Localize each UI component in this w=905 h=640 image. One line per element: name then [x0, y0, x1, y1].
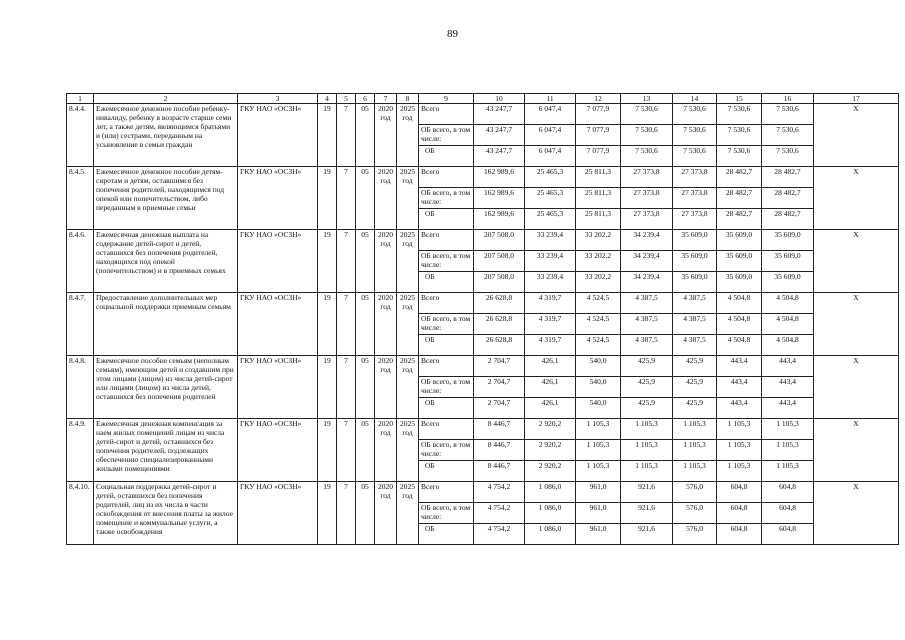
amount-cell: 961,0	[576, 503, 621, 524]
amount-cell: 4 504,8	[762, 293, 814, 314]
column-number: 10	[474, 94, 525, 104]
code-cell: 7	[337, 167, 356, 230]
item-number: 8.4.5.	[67, 167, 94, 230]
amount-cell: 25 465,3	[525, 209, 576, 230]
amount-cell: 425,9	[673, 377, 717, 398]
funding-source-label: Всего	[419, 104, 474, 125]
table-row	[67, 230, 899, 251]
amount-cell: 425,9	[621, 398, 673, 419]
item-name: Социальная поддержка детей-сирот и детей, оставшихся без попечения родителей, лиц из их числа в части освобождения от внесения платы за жилое помещение и коммунальные услуги, а также освобождения	[94, 482, 238, 545]
amount-cell: 35 609,0	[717, 272, 762, 293]
amount-cell: 4 504,8	[762, 314, 814, 335]
code-cell: 7	[337, 356, 356, 419]
column-number: 4	[318, 94, 337, 104]
column-number: 11	[525, 94, 576, 104]
amount-cell: 34 239,4	[621, 272, 673, 293]
code-cell: 7	[337, 482, 356, 545]
funding-source-label: ОБ	[419, 335, 474, 356]
amount-cell: 1 105,3	[576, 461, 621, 482]
funding-source-label: ОБ	[419, 146, 474, 167]
column-17-cell: X	[814, 356, 899, 419]
funding-source-label: ОБ	[419, 272, 474, 293]
amount-cell: 443,4	[717, 398, 762, 419]
amount-cell: 162 989,6	[474, 167, 525, 188]
amount-cell: 1 105,3	[717, 461, 762, 482]
amount-cell: 7 530,6	[717, 104, 762, 125]
amount-cell: 4 754,2	[474, 482, 525, 503]
amount-cell: 426,1	[525, 398, 576, 419]
amount-cell: 7 530,6	[673, 104, 717, 125]
column-17-cell: X	[814, 104, 899, 167]
table-row	[67, 419, 899, 440]
item-number: 8.4.9.	[67, 419, 94, 482]
amount-cell: 7 530,6	[717, 146, 762, 167]
amount-cell: 7 077,9	[576, 104, 621, 125]
amount-cell: 604,8	[762, 524, 814, 545]
funding-source-label: ОБ всего, в том числе:	[419, 440, 474, 461]
amount-cell: 7 077,9	[576, 125, 621, 146]
amount-cell: 8 446,7	[474, 419, 525, 440]
amount-cell: 28 482,7	[717, 167, 762, 188]
amount-cell: 1 105,3	[673, 461, 717, 482]
code-cell: 19	[318, 230, 337, 293]
amount-cell: 961,0	[576, 524, 621, 545]
amount-cell: 6 047,4	[525, 104, 576, 125]
amount-cell: 33 239,4	[525, 272, 576, 293]
item-name: Предоставление дополнительных мер социальной поддержки приемным семьям	[94, 293, 238, 356]
item-name: Ежемесячное пособие семьям (неполным семьям), имеющим детей и создавшим при этом лицами (лицом) из числа детей-сирот или лицами (лицом) из числа детей, оставшихся без попечения родителей	[94, 356, 238, 419]
amount-cell: 7 530,6	[762, 146, 814, 167]
amount-cell: 7 530,6	[673, 125, 717, 146]
amount-cell: 576,0	[673, 503, 717, 524]
amount-cell: 43 247,7	[474, 125, 525, 146]
amount-cell: 443,4	[762, 398, 814, 419]
amount-cell: 35 609,0	[762, 230, 814, 251]
code-cell: 05	[356, 230, 375, 293]
amount-cell: 576,0	[673, 482, 717, 503]
amount-cell: 425,9	[621, 377, 673, 398]
amount-cell: 35 609,0	[673, 230, 717, 251]
column-number: 16	[762, 94, 814, 104]
start-year: 2020 год	[375, 230, 397, 293]
amount-cell: 162 989,6	[474, 209, 525, 230]
amount-cell: 4 319,7	[525, 314, 576, 335]
amount-cell: 27 373,8	[673, 209, 717, 230]
amount-cell: 4 754,2	[474, 503, 525, 524]
amount-cell: 443,4	[717, 377, 762, 398]
column-number: 1	[67, 94, 94, 104]
executor: ГКУ НАО «ОСЗН»	[238, 482, 318, 545]
amount-cell: 604,8	[717, 482, 762, 503]
amount-cell: 576,0	[673, 524, 717, 545]
amount-cell: 8 446,7	[474, 440, 525, 461]
amount-cell: 4 524,5	[576, 293, 621, 314]
amount-cell: 35 609,0	[673, 272, 717, 293]
funding-source-label: ОБ всего, в том числе:	[419, 251, 474, 272]
amount-cell: 1 105,3	[621, 440, 673, 461]
amount-cell: 7 530,6	[621, 125, 673, 146]
end-year: 2025 год	[397, 104, 419, 167]
amount-cell: 4 387,5	[621, 293, 673, 314]
amount-cell: 28 482,7	[717, 188, 762, 209]
amount-cell: 4 387,5	[621, 335, 673, 356]
amount-cell: 35 609,0	[762, 251, 814, 272]
amount-cell: 604,8	[717, 524, 762, 545]
amount-cell: 25 465,3	[525, 167, 576, 188]
table-row	[67, 482, 899, 503]
amount-cell: 162 989,6	[474, 188, 525, 209]
end-year: 2025 год	[397, 419, 419, 482]
amount-cell: 43 247,7	[474, 104, 525, 125]
amount-cell: 1 105,3	[621, 419, 673, 440]
end-year: 2025 год	[397, 230, 419, 293]
executor: ГКУ НАО «ОСЗН»	[238, 419, 318, 482]
amount-cell: 4 387,5	[673, 293, 717, 314]
amount-cell: 25 811,3	[576, 188, 621, 209]
amount-cell: 7 530,6	[762, 125, 814, 146]
amount-cell: 2 920,2	[525, 461, 576, 482]
amount-cell: 425,9	[673, 398, 717, 419]
code-cell: 19	[318, 167, 337, 230]
column-number: 8	[397, 94, 419, 104]
amount-cell: 28 482,7	[762, 167, 814, 188]
item-number: 8.4.6.	[67, 230, 94, 293]
amount-cell: 207 508,0	[474, 251, 525, 272]
amount-cell: 28 482,7	[717, 209, 762, 230]
start-year: 2020 год	[375, 482, 397, 545]
item-number: 8.4.7.	[67, 293, 94, 356]
amount-cell: 8 446,7	[474, 461, 525, 482]
code-cell: 19	[318, 293, 337, 356]
code-cell: 7	[337, 104, 356, 167]
amount-cell: 1 086,0	[525, 524, 576, 545]
column-number: 5	[337, 94, 356, 104]
funding-source-label: Всего	[419, 293, 474, 314]
start-year: 2020 год	[375, 167, 397, 230]
amount-cell: 7 530,6	[621, 146, 673, 167]
amount-cell: 33 202,2	[576, 272, 621, 293]
table-row	[67, 293, 899, 314]
code-cell: 19	[318, 104, 337, 167]
end-year: 2025 год	[397, 167, 419, 230]
amount-cell: 921,6	[621, 503, 673, 524]
amount-cell: 2 920,2	[525, 419, 576, 440]
amount-cell: 1 105,3	[673, 419, 717, 440]
funding-source-label: Всего	[419, 230, 474, 251]
amount-cell: 7 530,6	[762, 104, 814, 125]
column-number: 14	[673, 94, 717, 104]
item-number: 8.4.4.	[67, 104, 94, 167]
code-cell: 05	[356, 167, 375, 230]
column-number: 7	[375, 94, 397, 104]
code-cell: 19	[318, 356, 337, 419]
amount-cell: 26 628,8	[474, 293, 525, 314]
code-cell: 05	[356, 293, 375, 356]
amount-cell: 4 319,7	[525, 293, 576, 314]
amount-cell: 27 373,8	[621, 188, 673, 209]
amount-cell: 1 105,3	[762, 419, 814, 440]
page-number: 89	[447, 28, 458, 40]
column-number: 9	[419, 94, 474, 104]
item-name: Ежемесячная денежная компенсация за наем жилых помещений лицам из числа детей-сирот и детей, оставшихся без попечения родителей, подлежащих обеспечению специализированными жилыми помещениями	[94, 419, 238, 482]
amount-cell: 2 704,7	[474, 377, 525, 398]
amount-cell: 33 239,4	[525, 230, 576, 251]
column-number: 6	[356, 94, 375, 104]
amount-cell: 540,0	[576, 377, 621, 398]
funding-source-label: ОБ всего, в том числе:	[419, 314, 474, 335]
code-cell: 19	[318, 419, 337, 482]
start-year: 2020 год	[375, 419, 397, 482]
code-cell: 05	[356, 419, 375, 482]
start-year: 2020 год	[375, 356, 397, 419]
funding-source-label: Всего	[419, 167, 474, 188]
executor: ГКУ НАО «ОСЗН»	[238, 356, 318, 419]
amount-cell: 6 047,4	[525, 125, 576, 146]
amount-cell: 921,6	[621, 524, 673, 545]
amount-cell: 1 105,3	[762, 461, 814, 482]
amount-cell: 443,4	[762, 377, 814, 398]
amount-cell: 27 373,8	[621, 209, 673, 230]
amount-cell: 961,0	[576, 482, 621, 503]
amount-cell: 1 105,3	[717, 440, 762, 461]
executor: ГКУ НАО «ОСЗН»	[238, 104, 318, 167]
code-cell: 05	[356, 104, 375, 167]
amount-cell: 33 202,2	[576, 230, 621, 251]
amount-cell: 604,8	[717, 503, 762, 524]
code-cell: 7	[337, 419, 356, 482]
end-year: 2025 год	[397, 293, 419, 356]
executor: ГКУ НАО «ОСЗН»	[238, 167, 318, 230]
table-row	[67, 356, 899, 377]
amount-cell: 604,8	[762, 482, 814, 503]
amount-cell: 4 754,2	[474, 524, 525, 545]
amount-cell: 4 387,5	[673, 335, 717, 356]
item-number: 8.4.10.	[67, 482, 94, 545]
item-name: Ежемесячное денежное пособие ребенку-инвалиду, ребенку в возрасте старше семи лет, а также детям, являющимся братьями и (или) сестрами, переданным на усыновление в семьи граждан	[94, 104, 238, 167]
amount-cell: 426,1	[525, 377, 576, 398]
end-year: 2025 год	[397, 356, 419, 419]
amount-cell: 34 239,4	[621, 230, 673, 251]
amount-cell: 540,0	[576, 356, 621, 377]
table-row	[67, 167, 899, 188]
amount-cell: 25 811,3	[576, 209, 621, 230]
amount-cell: 34 239,4	[621, 251, 673, 272]
code-cell: 05	[356, 356, 375, 419]
amount-cell: 28 482,7	[762, 209, 814, 230]
amount-cell: 4 504,8	[717, 314, 762, 335]
amount-cell: 443,4	[717, 356, 762, 377]
amount-cell: 1 105,3	[621, 461, 673, 482]
amount-cell: 35 609,0	[762, 272, 814, 293]
amount-cell: 2 704,7	[474, 398, 525, 419]
item-number: 8.4.8.	[67, 356, 94, 419]
amount-cell: 28 482,7	[762, 188, 814, 209]
funding-source-label: Всего	[419, 482, 474, 503]
amount-cell: 33 202,2	[576, 251, 621, 272]
amount-cell: 7 530,6	[621, 104, 673, 125]
amount-cell: 4 319,7	[525, 335, 576, 356]
executor: ГКУ НАО «ОСЗН»	[238, 230, 318, 293]
amount-cell: 27 373,8	[673, 167, 717, 188]
amount-cell: 4 524,5	[576, 335, 621, 356]
funding-source-label: ОБ	[419, 398, 474, 419]
funding-source-label: ОБ всего, в том числе:	[419, 377, 474, 398]
amount-cell: 1 105,3	[576, 440, 621, 461]
amount-cell: 7 077,9	[576, 146, 621, 167]
column-17-cell: X	[814, 230, 899, 293]
column-number: 17	[814, 94, 899, 104]
amount-cell: 921,6	[621, 482, 673, 503]
amount-cell: 2 920,2	[525, 440, 576, 461]
amount-cell: 1 086,0	[525, 482, 576, 503]
amount-cell: 4 387,5	[673, 314, 717, 335]
code-cell: 7	[337, 293, 356, 356]
program-table	[66, 93, 899, 545]
funding-source-label: ОБ	[419, 524, 474, 545]
start-year: 2020 год	[375, 104, 397, 167]
column-number: 3	[238, 94, 318, 104]
column-number: 12	[576, 94, 621, 104]
code-cell: 19	[318, 482, 337, 545]
code-cell: 05	[356, 482, 375, 545]
amount-cell: 425,9	[673, 356, 717, 377]
funding-source-label: ОБ	[419, 209, 474, 230]
amount-cell: 7 530,6	[717, 125, 762, 146]
amount-cell: 43 247,7	[474, 146, 525, 167]
funding-source-label: ОБ всего, в том числе:	[419, 125, 474, 146]
amount-cell: 1 105,3	[576, 419, 621, 440]
executor: ГКУ НАО «ОСЗН»	[238, 293, 318, 356]
amount-cell: 25 811,3	[576, 167, 621, 188]
amount-cell: 27 373,8	[673, 188, 717, 209]
column-number: 15	[717, 94, 762, 104]
column-17-cell: X	[814, 293, 899, 356]
amount-cell: 540,0	[576, 398, 621, 419]
start-year: 2020 год	[375, 293, 397, 356]
amount-cell: 4 504,8	[717, 335, 762, 356]
amount-cell: 27 373,8	[621, 167, 673, 188]
amount-cell: 26 628,8	[474, 314, 525, 335]
funding-source-label: ОБ всего, в том числе:	[419, 188, 474, 209]
amount-cell: 1 086,0	[525, 503, 576, 524]
amount-cell: 207 508,0	[474, 230, 525, 251]
item-name: Ежемесячное денежное пособие детям-сиротам и детям, оставшимся без попечения родителей, находящимся под опекой или попечительством, либо переданным в приемные семьи	[94, 167, 238, 230]
amount-cell: 33 239,4	[525, 251, 576, 272]
amount-cell: 4 504,8	[762, 335, 814, 356]
funding-source-label: Всего	[419, 356, 474, 377]
amount-cell: 207 508,0	[474, 272, 525, 293]
amount-cell: 4 387,5	[621, 314, 673, 335]
code-cell: 7	[337, 230, 356, 293]
column-17-cell: X	[814, 482, 899, 545]
column-17-cell: X	[814, 167, 899, 230]
amount-cell: 25 465,3	[525, 188, 576, 209]
funding-source-label: ОБ	[419, 461, 474, 482]
amount-cell: 4 504,8	[717, 293, 762, 314]
amount-cell: 1 105,3	[762, 440, 814, 461]
amount-cell: 1 105,3	[717, 419, 762, 440]
amount-cell: 35 609,0	[717, 251, 762, 272]
amount-cell: 2 704,7	[474, 356, 525, 377]
amount-cell: 4 524,5	[576, 314, 621, 335]
funding-source-label: Всего	[419, 419, 474, 440]
amount-cell: 35 609,0	[717, 230, 762, 251]
amount-cell: 604,8	[762, 503, 814, 524]
table-row	[67, 104, 899, 125]
column-number: 13	[621, 94, 673, 104]
column-number-row	[67, 94, 899, 104]
amount-cell: 26 628,8	[474, 335, 525, 356]
item-name: Ежемесячная денежная выплата на содержание детей-сирот и детей, оставшихся без попечения родителей, находящихся под опекой (попечительством) и в приемных семьях	[94, 230, 238, 293]
end-year: 2025 год	[397, 482, 419, 545]
column-number: 2	[94, 94, 238, 104]
amount-cell: 7 530,6	[673, 146, 717, 167]
amount-cell: 6 047,4	[525, 146, 576, 167]
amount-cell: 426,1	[525, 356, 576, 377]
column-17-cell: X	[814, 419, 899, 482]
amount-cell: 35 609,0	[673, 251, 717, 272]
amount-cell: 425,9	[621, 356, 673, 377]
funding-source-label: ОБ всего, в том числе:	[419, 503, 474, 524]
amount-cell: 1 105,3	[673, 440, 717, 461]
amount-cell: 443,4	[762, 356, 814, 377]
